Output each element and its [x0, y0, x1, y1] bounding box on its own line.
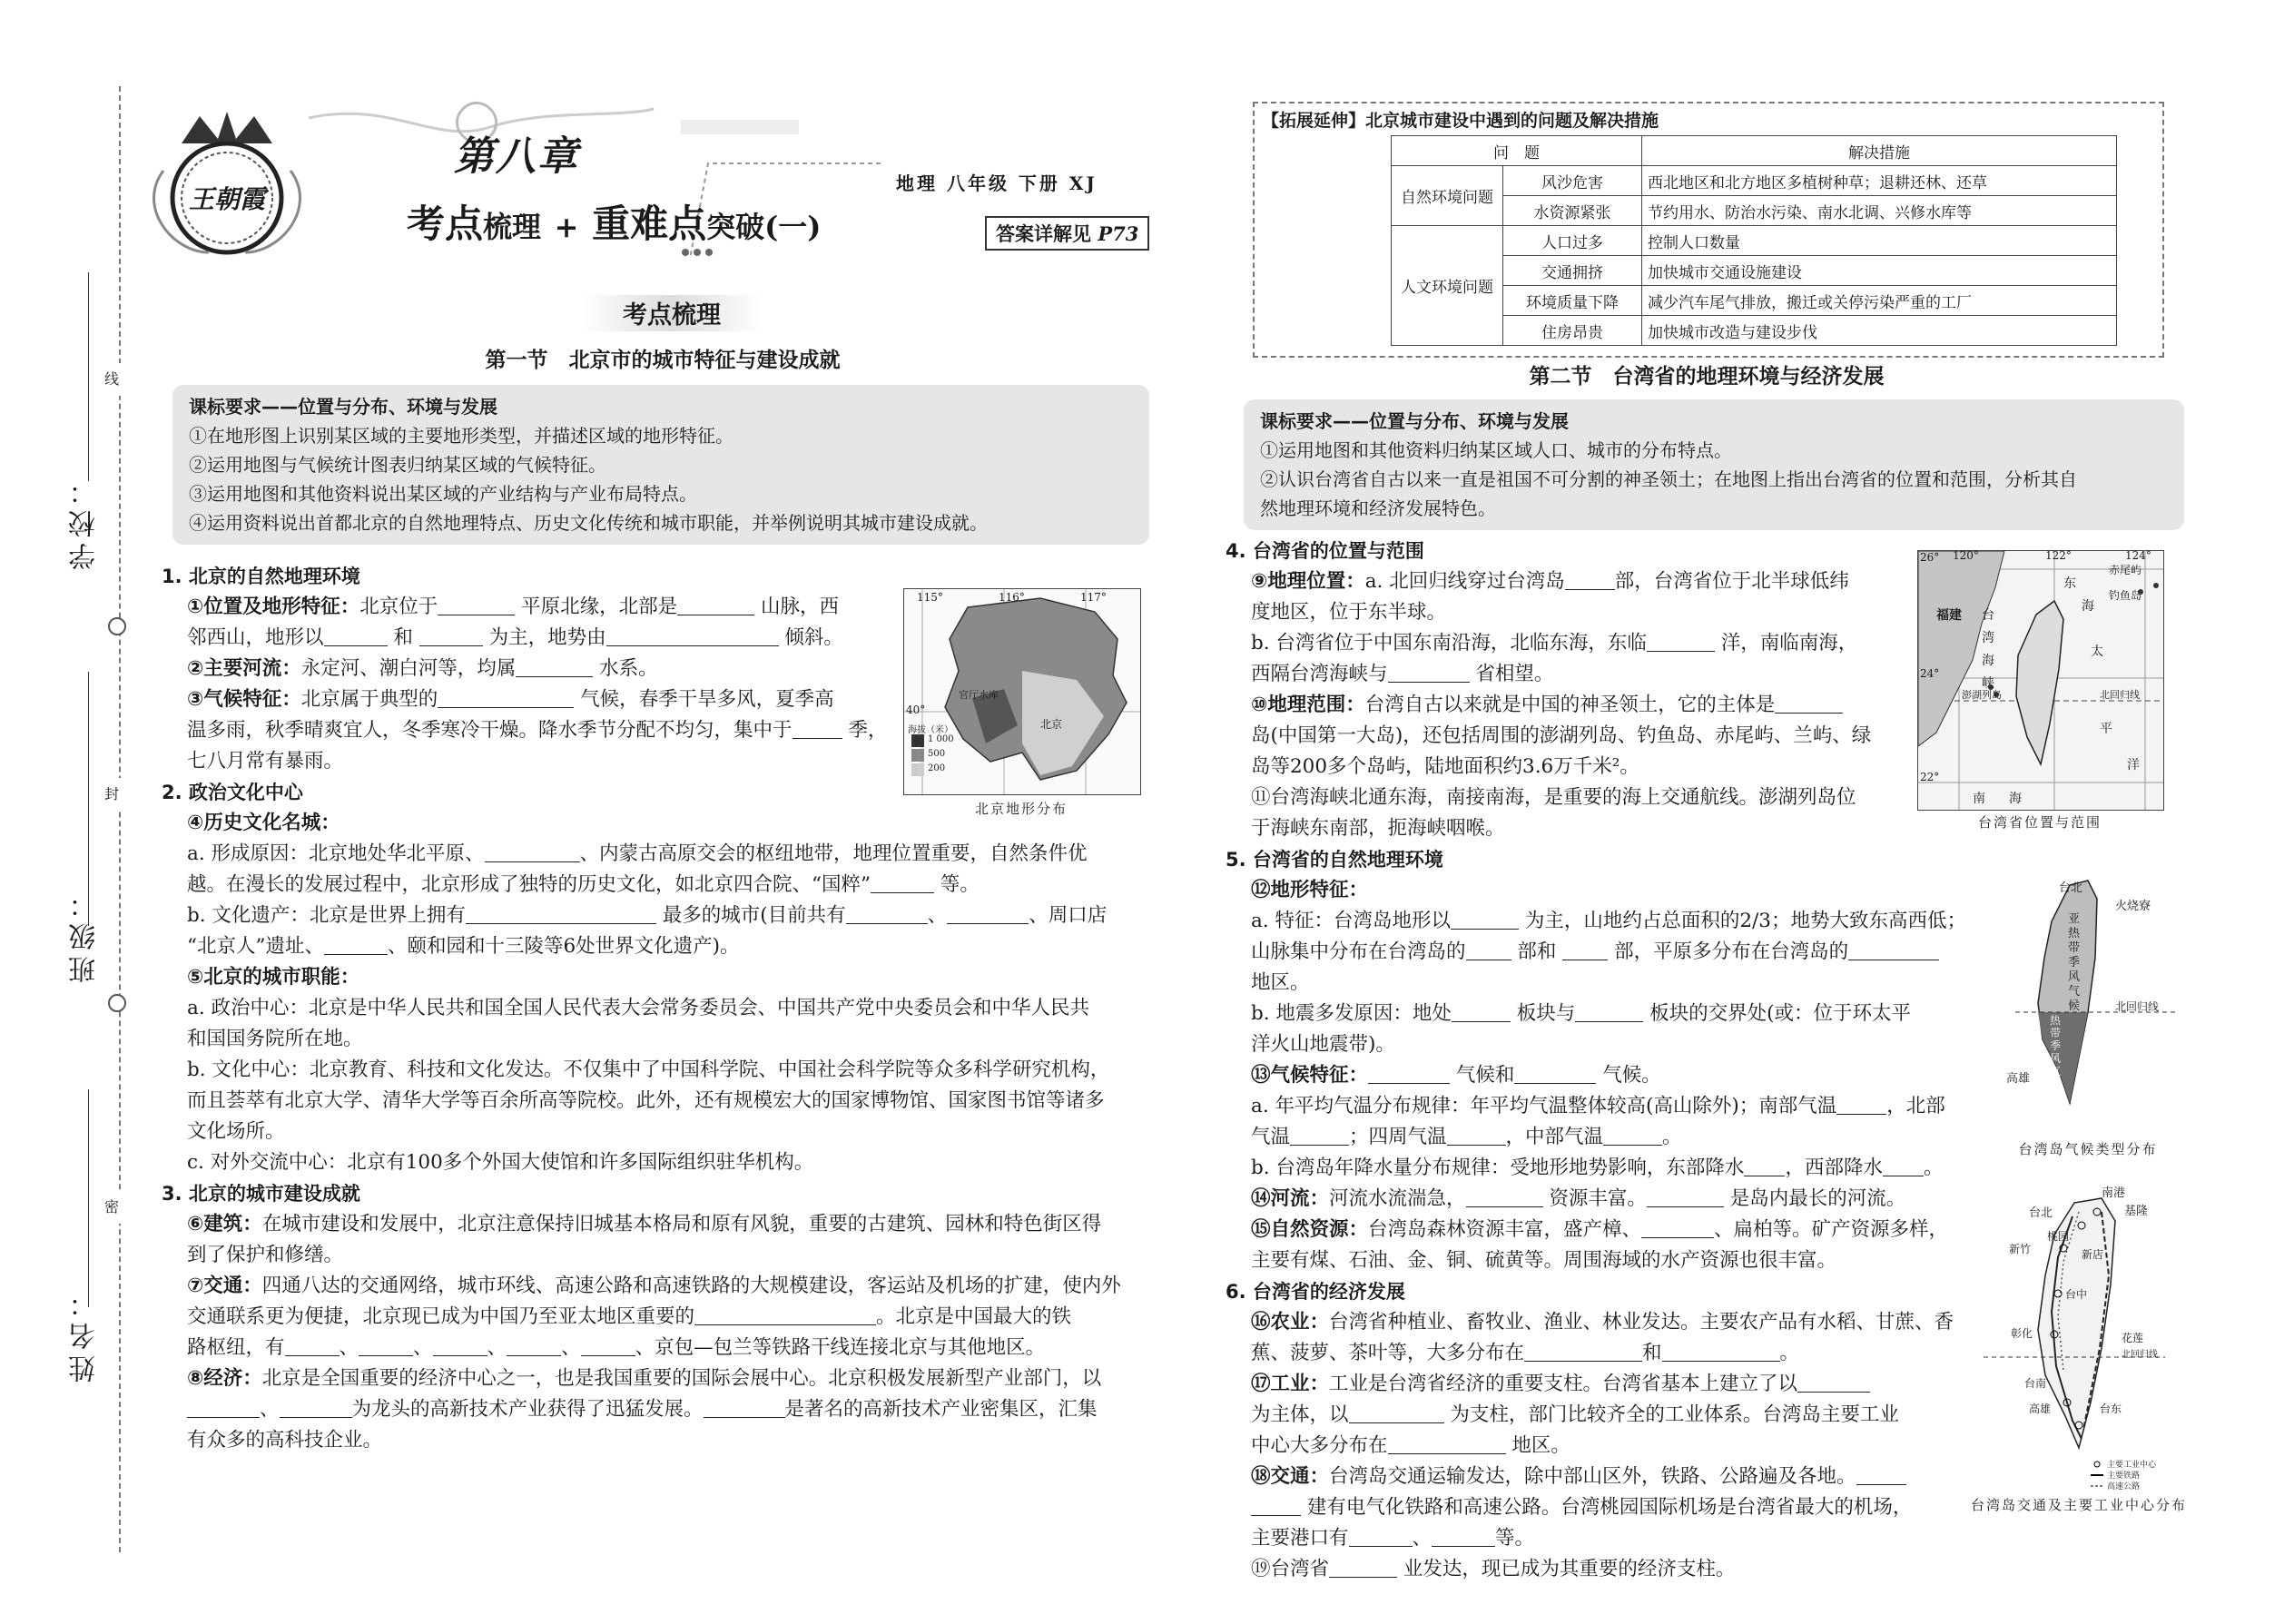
section2-title: 第二节 台湾省的地理环境与经济发展	[1529, 365, 1885, 389]
text: 地区。	[1511, 1434, 1570, 1457]
answer-blank[interactable]	[507, 1336, 561, 1357]
text: 和	[393, 626, 413, 649]
answer-blank[interactable]	[1432, 1527, 1495, 1548]
text: 是岛内最长的河流。	[1729, 1187, 1906, 1210]
text: ⑲台湾省	[1251, 1558, 1330, 1580]
text: 地区。	[1251, 971, 1310, 994]
page-subtitle	[407, 194, 821, 249]
answer-blank[interactable]	[324, 626, 388, 647]
text: 有众多的高科技企业。	[187, 1429, 383, 1452]
answer-blank[interactable]	[694, 1305, 876, 1326]
map-label: 南港	[2102, 1186, 2126, 1200]
answer-blank[interactable]	[516, 657, 593, 678]
answer-blank[interactable]	[1883, 1156, 1924, 1177]
map-label: 115°	[917, 591, 943, 604]
map-label: 新店	[2082, 1248, 2104, 1261]
text: a. 特征：台湾岛地形以	[1251, 910, 1451, 932]
group-natural: 自然环境问题	[1392, 166, 1503, 226]
answer-blank[interactable]	[1447, 1126, 1506, 1147]
kw-climate-tw: ⑬气候特征：	[1251, 1064, 1369, 1087]
curriculum-requirements-2	[1244, 399, 2184, 530]
req-item: ③运用地图和其他资料说出某区域的产业结构与产业布局特点。	[189, 483, 697, 505]
col-problem: 问 题	[1392, 136, 1642, 166]
text: 省相望。	[1475, 663, 1554, 685]
answer-blank[interactable]	[1641, 1218, 1714, 1239]
answer-blank[interactable]	[1349, 1527, 1413, 1548]
text: b. 台湾省位于中国东南沿海，北临东海，东临	[1251, 632, 1647, 655]
text: 为龙头的高新技术产业获得了迅猛发展。	[351, 1398, 704, 1421]
beijing-terrain-map	[903, 588, 1141, 795]
map-label: 热带季风气候	[2050, 1014, 2062, 1090]
text: 部，平原多分布在台湾岛的	[1614, 940, 1849, 963]
req-item: ②认识台湾省自古以来一直是祖国不可分割的神圣领土；在地图上指出台湾省的位置和范围，分析其自	[1260, 468, 2077, 490]
kw-climate: ③气候特征：	[187, 688, 301, 711]
table-cell: 交通拥挤	[1503, 256, 1642, 286]
text: ，北部	[1886, 1095, 1945, 1117]
text: b. 台湾岛年降水量分布规律：受地形地势影响，东部降水	[1251, 1156, 1745, 1179]
text: 洋火山地震带)。	[1251, 1033, 1395, 1056]
text: c. 对外交流中心：北京有100多个外国大使馆和许多国际组织驻华机构。	[187, 1151, 814, 1174]
req-item: ①运用地图和其他资料归纳某区域人口、城市的分布特点。	[1260, 439, 1732, 461]
answer-blank[interactable]	[1388, 1434, 1506, 1455]
text: 。	[1779, 1342, 1800, 1364]
answer-blank[interactable]	[1466, 940, 1511, 961]
taiwan-transport-caption: 台湾岛交通及主要工业中心分布	[1970, 1497, 2187, 1513]
text: 洋，南临南海，	[1720, 632, 1858, 655]
binding-hole-icon	[108, 994, 126, 1012]
table-cell: 西北地区和北方地区多植树种草；退耕还林、还草	[1642, 166, 2117, 196]
text: 、	[260, 1398, 280, 1421]
map-label: 台	[1982, 608, 1994, 623]
map-label: 124°	[2125, 549, 2151, 562]
school-label: 学校：	[69, 472, 101, 570]
map-label: 24°	[1920, 667, 1940, 680]
table-cell: 节约用水、防治水污染、南水北调、兴修水库等	[1642, 196, 2117, 226]
map-label: 海	[1982, 654, 1994, 668]
map-label: 亚热带季风气候	[2068, 912, 2081, 1013]
text: 在城市建设和发展中，北京注意保持旧城基本格局和原有风貌，重要的古建筑、园林和特色街区得	[261, 1213, 1102, 1235]
answer-blank[interactable]	[1451, 910, 1519, 930]
text: 。北京是中国最大的铁	[876, 1305, 1072, 1328]
map-label: 海	[2009, 792, 2022, 806]
answer-blank[interactable]	[1290, 1126, 1349, 1147]
subtitle-plus: +	[554, 210, 579, 244]
text: 北京位于	[359, 595, 438, 618]
map-label: 洋	[2127, 758, 2140, 773]
map-label: 200	[928, 763, 946, 773]
school-underline	[88, 272, 89, 481]
text: 北京属于典型的	[300, 688, 438, 711]
map-label: 赤尾屿	[2109, 564, 2142, 576]
answer-blank[interactable]	[419, 626, 483, 647]
map-label: 新竹	[2009, 1243, 2032, 1255]
answer-blank[interactable]	[1251, 1496, 1301, 1517]
text: “北京人”遗址、	[187, 935, 324, 958]
map-label: 高雄	[2029, 1403, 2052, 1415]
map-label: 海拔（米）	[908, 725, 953, 735]
answer-blank[interactable]	[438, 688, 574, 709]
answer-blank[interactable]	[1662, 1342, 1780, 1363]
map-label: 高雄	[2006, 1072, 2031, 1086]
answer-blank[interactable]	[1647, 632, 1715, 653]
text: 为主，山地约占总面积的2/3；地势大致东高西低；	[1524, 910, 1966, 932]
map-label: 平	[2100, 722, 2112, 736]
chapter-title: 第八章	[454, 133, 579, 180]
text: 水系。	[599, 657, 658, 680]
req-item: ④运用资料说出首都北京的自然地理特点、历史文化传统和城市职能，并举例说明其城市建设成就。	[189, 512, 988, 534]
taiwan-transport-map	[1965, 1185, 2183, 1493]
text: 中心大多分布在	[1251, 1434, 1388, 1457]
answer-blank[interactable]	[1524, 1342, 1642, 1363]
kw-location: ①位置及地形特征：	[187, 595, 360, 618]
kw-economy: ⑧经济：	[187, 1367, 262, 1390]
section-header: 考点梳理	[623, 301, 721, 330]
text: 温多雨，秋季晴爽宜人，冬季寒冷干燥。降水季节分配不均匀，集中于	[187, 719, 793, 742]
text: 建有电气化铁路和高速公路。台湾桃园国际机场是台湾省最大的机场，	[1306, 1496, 1913, 1519]
map-label: 北回归线	[2100, 689, 2140, 701]
answer-blank[interactable]	[677, 595, 754, 616]
table-cell: 减少汽车尾气排放，搬迁或关停污染严重的工厂	[1642, 286, 2117, 316]
map-label: 北京	[1040, 718, 1063, 731]
map-label: 40°	[906, 704, 926, 716]
text: 越。在漫长的发展过程中，北京形成了独特的历史文化，如北京四合院、“国粹”	[187, 873, 871, 896]
answer-blank[interactable]	[1562, 940, 1608, 961]
text: 山脉，西	[760, 595, 839, 618]
text: 部，台湾省位于北半球低纬	[1614, 570, 1849, 593]
binding-dashed-line	[119, 86, 121, 1552]
answer-blank[interactable]	[1368, 1064, 1450, 1085]
text: ；四周气温	[1349, 1126, 1447, 1148]
text: a. 政治中心：北京是中华人民共和国全国人民代表大会常务委员会、中国共产党中央委员会和中华人民共	[187, 997, 1089, 1019]
answer-blank[interactable]	[466, 904, 656, 925]
text: 度地区，位于东半球。	[1251, 601, 1447, 624]
text: 到了保护和修缮。	[187, 1244, 344, 1266]
taiwan-climate-caption: 台湾岛气候类型分布	[2018, 1141, 2158, 1157]
answer-blank[interactable]	[187, 1398, 260, 1419]
heading-3: 3. 北京的城市建设成就	[162, 1183, 360, 1205]
kw-heritage: ④历史文化名城：	[187, 812, 340, 834]
text: 而且荟萃有北京大学、清华大学等百余所高等院校。此外，还有规模宏大的国家博物馆、国家图书馆等诸多	[187, 1089, 1105, 1112]
answer-blank[interactable]	[846, 904, 928, 925]
taiwan-position-caption: 台湾省位置与范围	[1977, 814, 2102, 831]
text: 等。	[940, 873, 980, 896]
name-underline	[88, 1089, 89, 1307]
heading-4: 4. 台湾省的位置与范围	[1226, 540, 1424, 562]
answer-blank[interactable]	[947, 904, 1029, 925]
text: 岛等200多个岛屿，陆地面积约3.6万千米²。	[1251, 755, 1639, 778]
map-label: 峡	[1982, 676, 1994, 691]
subtitle-part-a: 考点	[407, 202, 484, 246]
map-label: 台东	[2100, 1403, 2122, 1415]
answer-blank[interactable]	[1565, 570, 1615, 591]
kw-position: ⑨地理位置：	[1251, 570, 1365, 593]
text: 季，	[848, 719, 888, 742]
map-label: 北回归线	[2115, 1000, 2160, 1013]
text: 板块的交界处(或：位于环太平	[1649, 1002, 1912, 1025]
text: 是著名的高新技术产业密集区，汇集	[784, 1398, 1098, 1421]
req-item: ①在地形图上识别某区域的主要地形类型，并描述区域的地形特征。	[189, 425, 733, 447]
heading-5: 5. 台湾省的自然地理环境	[1226, 849, 1443, 871]
text: 台湾岛交通运输发达，除中部山区外，铁路、公路遍及各地。	[1329, 1465, 1856, 1488]
map-label: 桃园	[2047, 1230, 2070, 1243]
map-label: 钓鱼岛	[2109, 589, 2142, 602]
text: 交通联系更为便捷，北京现已成为中国乃至亚太地区重要的	[187, 1305, 695, 1328]
table-cell: 控制人口数量	[1642, 226, 2117, 256]
text: 文化场所。	[187, 1120, 285, 1143]
text: 为主体，以	[1251, 1403, 1349, 1426]
map-label: 高速公路	[2107, 1482, 2141, 1491]
answer-blank[interactable]	[324, 935, 388, 956]
kw-rivers-tw: ⑭河流：	[1251, 1187, 1330, 1210]
table-cell: 加快城市改造与建设步伐	[1642, 316, 2117, 346]
text: ⑪台湾海峡北通东海，南接南海，是重要的海上交通航线。澎湖列岛位	[1251, 786, 1856, 809]
map-label: 北回归线	[2122, 1350, 2158, 1360]
answer-blank[interactable]	[433, 1336, 487, 1357]
logo-text: 王朝霞	[188, 184, 265, 214]
text: 最多的城市(目前共有	[662, 904, 846, 927]
kw-resources: ⑮自然资源：	[1251, 1218, 1369, 1241]
text: 、颐和园和十三陵等6处世界文化遗产)。	[387, 935, 740, 958]
map-label: 官厅水库	[959, 689, 999, 701]
text: b. 文化遗产：北京是世界上拥有	[187, 904, 466, 927]
answer-blank[interactable]	[793, 719, 842, 740]
text: b. 文化中心：北京教育、科技和文化发达。不仅集中了中国科学院、中国社会科学院等众多科学研究机构，	[187, 1058, 1110, 1081]
group-human: 人文环境问题	[1392, 226, 1503, 346]
text: 主要港口有	[1251, 1527, 1349, 1550]
text: 、	[1412, 1527, 1433, 1550]
subtitle-part-d: 突破(一)	[706, 210, 822, 244]
answer-blank[interactable]	[1797, 1373, 1870, 1393]
text: 为主，地势由	[488, 626, 606, 649]
answer-blank[interactable]	[285, 1336, 340, 1357]
extension-box	[1253, 102, 2164, 358]
text: 河流水流湍急，	[1329, 1187, 1466, 1210]
beijing-map-caption: 北京地形分布	[974, 801, 1068, 817]
text: 、内蒙古高原交会的枢纽地带，地理位置重要，自然条件优	[579, 842, 1088, 865]
text: 四通八达的交通网络，城市环线、高速公路和高速铁路的大规模建设，客运站及机场的扩建，使内外	[261, 1275, 1121, 1297]
map-label: 主要工业中心	[2107, 1461, 2157, 1470]
text: 倾斜。	[784, 626, 843, 649]
text: 、京包—包兰等铁路干线连接北京与其他地区。	[635, 1336, 1046, 1359]
name-label: 姓名：	[69, 1284, 101, 1383]
text: 岛(中国第一大岛)，还包括周围的澎湖列岛、钓鱼岛、赤尾屿、兰屿、绿	[1251, 724, 1872, 747]
text: 邻西山，地形以	[187, 626, 324, 649]
kw-rivers: ②主要河流：	[187, 657, 301, 680]
text: 。	[1662, 1126, 1682, 1148]
extension-table	[1391, 135, 2117, 346]
answer-blank[interactable]	[1647, 1187, 1724, 1208]
map-label: 122°	[2045, 549, 2072, 562]
map-label: 海	[2082, 599, 2094, 614]
answer-blank[interactable]	[1856, 1465, 1906, 1486]
kw-range: ⑩地理范围：	[1251, 694, 1365, 716]
map-label: 南	[1973, 792, 1985, 806]
map-label: 彰化	[2011, 1327, 2033, 1340]
heading-1: 1. 北京的自然地理环境	[162, 566, 360, 587]
text: 业发达，现已成为其重要的经济支柱。	[1403, 1558, 1736, 1580]
binding-hole-icon	[108, 617, 126, 635]
text: b. 地震多发原因：地处	[1251, 1002, 1452, 1025]
table-cell: 人口过多	[1503, 226, 1642, 256]
map-label: 东	[2063, 576, 2076, 591]
answer-blank[interactable]	[1466, 1187, 1543, 1208]
req-item: 然地理环境和经济发展特色。	[1260, 497, 1496, 519]
map-label: 福建	[1936, 608, 1962, 623]
binding-char-mi: 密	[102, 1191, 122, 1224]
map-label: 116°	[999, 591, 1025, 604]
answer-reference	[985, 216, 1149, 251]
table-cell: 风沙危害	[1503, 166, 1642, 196]
taiwan-transport-map-icon	[1965, 1185, 2183, 1493]
map-label: 澎湖列岛	[1962, 689, 2002, 701]
map-label: 火烧寮	[2115, 900, 2151, 913]
table-cell: 水资源紧张	[1503, 196, 1642, 226]
map-label: 台中	[2065, 1288, 2088, 1301]
map-label: 117°	[1080, 591, 1107, 604]
kw-transport: ⑦交通：	[187, 1275, 262, 1297]
text: 西隔台湾海峡与	[1251, 663, 1388, 685]
map-label: 22°	[1920, 771, 1940, 783]
text: 于海峡东南部，扼海峡咽喉。	[1251, 817, 1505, 840]
map-label: 湾	[1982, 631, 1994, 645]
taiwan-position-map	[1917, 550, 2164, 811]
answer-blank[interactable]	[1388, 663, 1470, 684]
map-label: 1 000	[928, 734, 954, 744]
text: a. 形成原因：北京地处华北平原、	[187, 842, 485, 865]
text: a. 年平均气温分布规律：年平均气温整体较高(高山除外)；南部气温	[1251, 1095, 1837, 1117]
subtitle-part-b: 梳理	[483, 210, 542, 244]
req-item: ②运用地图与气候统计图表归纳某区域的气候特征。	[189, 454, 606, 476]
answer-blank[interactable]	[871, 873, 934, 894]
text: 台湾省种植业、畜牧业、渔业、林业发达。主要农产品有水稻、甘蔗、香	[1329, 1311, 1954, 1334]
text: 平原北缘，北部是	[521, 595, 678, 618]
answer-blank[interactable]	[606, 626, 779, 647]
kw-functions: ⑤北京的城市职能：	[187, 966, 360, 989]
map-label: 基隆	[2124, 1205, 2149, 1218]
table-cell: 住房昂贵	[1503, 316, 1642, 346]
text: 等。	[1495, 1527, 1535, 1550]
text: 北京是全国重要的经济中心之一，也是我国重要的国际会展中心。北京积极发展新型产业部门，以	[261, 1367, 1102, 1390]
text: 和国国务院所在地。	[187, 1028, 363, 1050]
map-label: 太	[2091, 645, 2103, 659]
answer-blank[interactable]	[1744, 1156, 1785, 1177]
map-label: 500	[928, 749, 946, 759]
answer-blank[interactable]	[280, 1398, 352, 1419]
text: 、	[927, 904, 948, 927]
text: ，西部降水	[1785, 1156, 1883, 1179]
text: 、扁柏等。矿产资源多样，	[1714, 1218, 1949, 1241]
map-label: 主要铁路	[2107, 1471, 2141, 1481]
col-solution: 解决措施	[1642, 136, 2117, 166]
map-label: 台北	[2029, 1206, 2053, 1220]
answer-blank[interactable]	[1349, 1403, 1444, 1424]
map-label: 花莲	[2122, 1332, 2144, 1344]
answer-blank[interactable]	[704, 1398, 785, 1419]
answer-blank[interactable]	[1329, 1558, 1397, 1579]
answer-blank[interactable]	[581, 1336, 635, 1357]
map-label: 26°	[1920, 551, 1940, 564]
answer-blank[interactable]	[1575, 1002, 1643, 1023]
text: 主要有煤、石油、金、铜、硫黄等。周围海域的水产资源也很丰富。	[1251, 1249, 1837, 1272]
text: 台湾自古以来就是中国的神圣领土，它的主体是	[1364, 694, 1776, 716]
heading-6: 6. 台湾省的经济发展	[1226, 1281, 1405, 1303]
text: 台湾岛森林资源丰富，盛产樟、	[1368, 1218, 1642, 1241]
table-cell: 环境质量下降	[1503, 286, 1642, 316]
req-title: 课标要求——位置与分布、环境与发展	[189, 396, 497, 418]
kw-transport-tw: ⑱交通：	[1251, 1465, 1330, 1488]
text: 工业是台湾省经济的重要支柱。台湾省基本上建立了以	[1329, 1373, 1798, 1395]
text: a. 北回归线穿过台湾岛	[1364, 570, 1565, 593]
answer-blank[interactable]	[1603, 1126, 1662, 1147]
map-label: 120°	[1953, 549, 1979, 562]
req-title: 课标要求——位置与分布、环境与发展	[1260, 410, 1569, 432]
answer-blank[interactable]	[1452, 1002, 1511, 1023]
left-body: 1. 北京的自然地理环境 ①位置及地形特征：北京位于 平原北缘，北部是 山脉，西 邻西山，地形以 和 为主，地势由 倾斜。 ②主要河流：永定河、潮白河等，均属 水系。 ③气候特征：北京属于典型的 气候，春季干旱多风，夏季高 温多雨，秋季晴爽宜人，冬季寒冷干燥。降水季节分配不均匀，集中于 季， 七八月常有暴雨。 2. 政治文化中心 ④历史文化名城： a. 形成原因：北京地处华北平原、 、内蒙古高原交会的枢纽地带，地理位置重要，自然条件优 越。在漫长的发展过程中，北京形成了独特的历史文化，如北京四合院、“国粹” 等。 b. 文化遗产：北京是世界上拥有 最多的城市(目前共有 、 、周口店 “北京人”遗址、 、颐和园和十三陵等6处世界文化遗产)。 ⑤北京的城市职能： a. 政治中心：北京是中华人民共和国全国人民代表大会常务委员会、中国共产党中央委员会和中华人民共 和国国务院所在地。 b. 文化中心：北京教育、科技和文化发达。不仅集中了中国科学院、中国社会科学院等众多科学研究机构， 而且荟萃有北京大学、清华大学等百余所高等院校。此外，还有规模宏大的国家博物馆、国家图书馆等诸多 文化场所。 c. 对外交流中心：北京有100多个外国大使馆和许多国际组织驻华机构。 3. 北京的城市建设成就 ⑥建筑：在城市建设和发展中，北京注意保持旧城基本格局和原有风貌，重要的古建筑、园林和特色街区得 到了保护和修缮。 ⑦交通：四通八达的交通网络，城市环线、高速公路和高速铁路的大规模建设，客运站及机场的扩建，使内外 交通联系更为便捷，北京现已成为中国乃至亚太地区重要的 。北京是中国最大的铁 路枢纽，有 、 、 、 、 、京包—包兰等铁路干线连接北京与其他地区。 ⑧经济：北京是全国重要的经济中心之一，也是我国重要的国际会展中心。北京积极发展新型产业部门，以 、 为龙头的高新技术产业获得了迅猛发展。 是著名的高新技术产业密集区，汇集 有众多的高科技企业。	[162, 561, 1160, 1456]
text: 部和	[1517, 940, 1557, 963]
text: 山脉集中分布在台湾岛的	[1251, 940, 1466, 963]
answer-ref-page: P73	[1098, 222, 1139, 245]
text: 板块与	[1516, 1002, 1576, 1025]
map-label: 台南	[2024, 1377, 2047, 1390]
binding-char-feng: 封	[102, 778, 122, 811]
extension-title: 【拓展延伸】北京城市建设中遇到的问题及解决措施	[1262, 111, 1659, 131]
answer-blank[interactable]	[1836, 1095, 1886, 1116]
text: 为支柱，部门比较齐全的工业体系。台湾岛主要工业	[1450, 1403, 1899, 1426]
kw-terrain: ⑫地形特征：	[1251, 879, 1369, 901]
answer-blank[interactable]	[359, 1336, 413, 1357]
answer-blank[interactable]	[1514, 1064, 1596, 1085]
class-label: 班级：	[69, 885, 101, 983]
text: 永定河、潮白河等，均属	[300, 657, 517, 680]
map-label: 台北	[2059, 881, 2083, 895]
text: 气候，春季干旱多风，夏季高	[580, 688, 834, 711]
answer-ref-label: 答案详解见	[996, 222, 1091, 245]
binding-char-xian: 线	[102, 363, 122, 396]
kw-industry: ⑰工业：	[1251, 1373, 1330, 1395]
answer-blank[interactable]	[438, 595, 515, 616]
text: 路枢纽，有	[187, 1336, 285, 1359]
answer-blank[interactable]	[485, 842, 580, 863]
text: 和	[1642, 1342, 1662, 1364]
kw-agriculture: ⑯农业：	[1251, 1311, 1330, 1334]
text: 蕉、菠萝、茶叶等，大多分布在	[1251, 1342, 1525, 1364]
table-cell: 加快城市交通设施建设	[1642, 256, 2117, 286]
text: 七八月常有暴雨。	[187, 750, 344, 773]
text: 气温	[1251, 1126, 1291, 1148]
text: 。	[1923, 1156, 1944, 1179]
text: 气候。	[1602, 1064, 1661, 1087]
answer-blank[interactable]	[1848, 940, 1939, 961]
text: 气候和	[1455, 1064, 1515, 1087]
answer-blank[interactable]	[1775, 694, 1843, 714]
text: 资源丰富。	[1549, 1187, 1647, 1210]
section1-title: 第一节 北京市的城市特征与建设成就	[485, 349, 841, 372]
text: 、周口店	[1029, 904, 1108, 927]
subtitle-part-c: 重难点	[592, 202, 707, 246]
subject-tagline: 地理 八年级 下册 XJ	[896, 172, 1098, 194]
taiwan-climate-map	[1997, 876, 2179, 1135]
curriculum-requirements-1	[172, 385, 1149, 545]
text: ，中部气温	[1505, 1126, 1604, 1148]
kw-architecture: ⑥建筑：	[187, 1213, 262, 1235]
heading-2: 2. 政治文化中心	[162, 782, 303, 803]
